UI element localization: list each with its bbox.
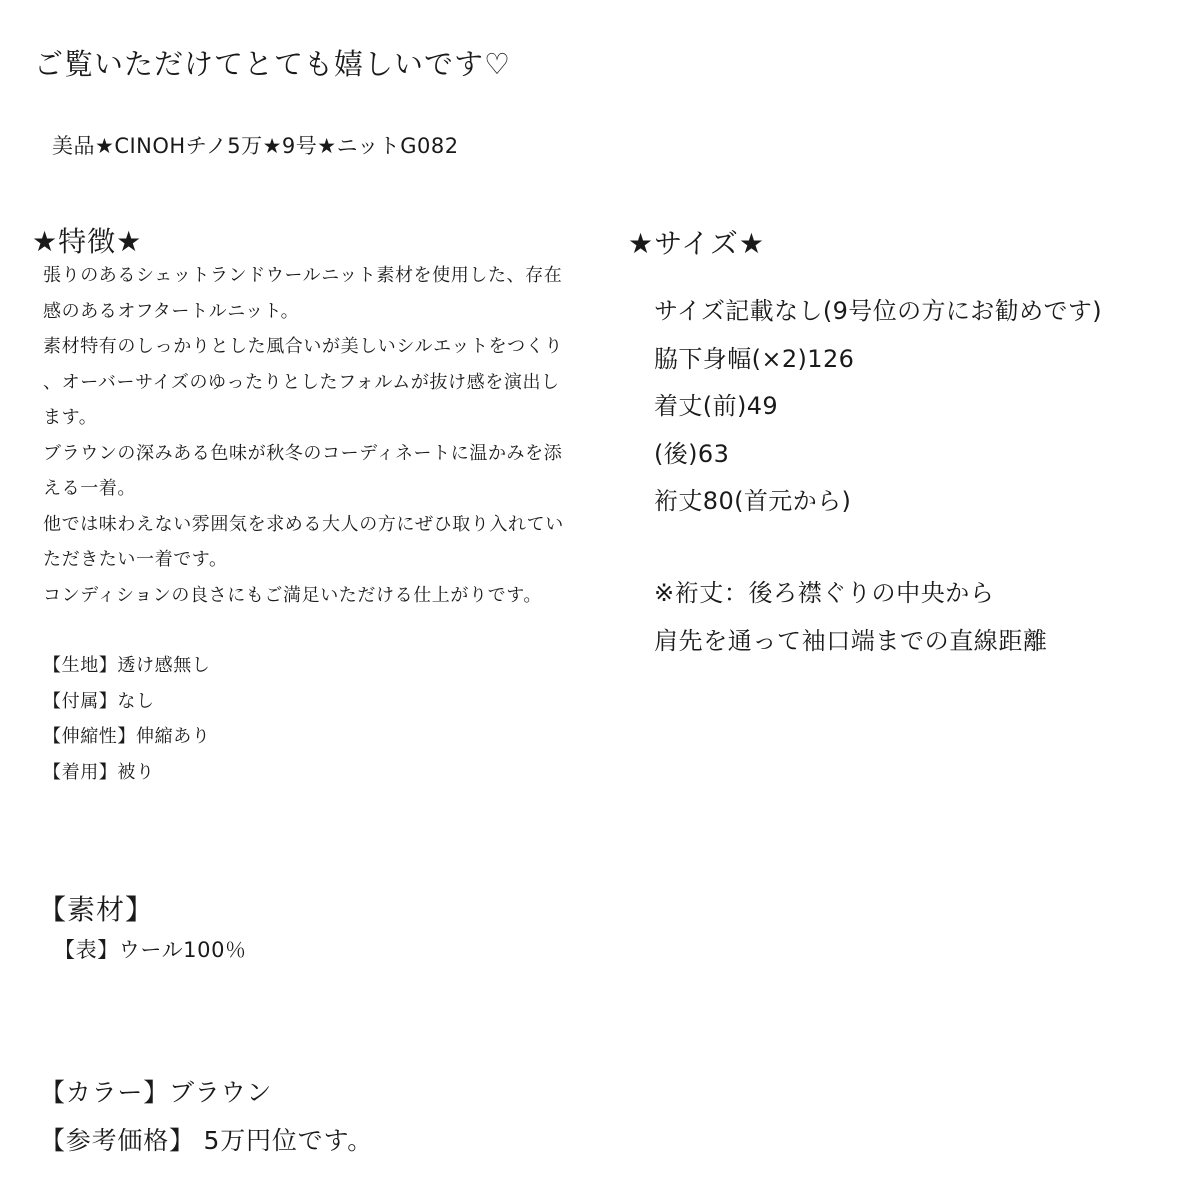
size-note-line: ※裄丈：後ろ襟ぐりの中央から bbox=[654, 579, 995, 607]
features-line: コンディションの良さにもご満足いただける仕上がりです。 bbox=[43, 584, 542, 606]
features-heading: ★特徴★ bbox=[32, 225, 143, 258]
price-line: 【参考価格】 5万円位です。 bbox=[40, 1126, 374, 1155]
product-title: 美品★CINOHチノ5万★9号★ニットG082 bbox=[52, 134, 459, 158]
material-item: 【表】ウール100％ bbox=[54, 938, 247, 962]
size-note-line: 肩先を通って袖口端までの直線距離 bbox=[654, 626, 1048, 655]
material-heading: 【素材】 bbox=[38, 893, 155, 926]
size-list bbox=[654, 288, 1102, 526]
features-line: 素材特有のしっかりとした風合いが美しいシルエットをつくり bbox=[43, 336, 563, 357]
features-description bbox=[43, 258, 593, 613]
size-front-length-row: 着丈(前)49 bbox=[654, 392, 779, 420]
size-note bbox=[654, 570, 1048, 665]
features-line: 他では味わえない雰囲気を求める大人の方にぜひ取り入れてい bbox=[43, 513, 564, 535]
size-back-length-row: (後)63 bbox=[654, 439, 730, 468]
greeting-text: ご覧いただけてとても嬉しいです♡ bbox=[34, 47, 511, 81]
size-sleeve-row: 裄丈80(首元から) bbox=[654, 487, 852, 515]
size-heading: ★サイズ★ bbox=[628, 227, 765, 260]
features-line: 感のあるオフタートルニット。 bbox=[43, 300, 300, 322]
color-line: 【カラー】ブラウン bbox=[40, 1078, 273, 1107]
features-line: ただきたい一着です。 bbox=[43, 549, 228, 570]
size-chest-row: 脇下身幅(×2)126 bbox=[654, 344, 855, 373]
spec-fabric: 【生地】透け感無し bbox=[43, 655, 211, 676]
spec-accessories: 【付属】なし bbox=[43, 690, 155, 712]
spec-wearing: 【着用】被り bbox=[43, 761, 155, 783]
features-line: 、オーバーサイズのゆったりとしたフォルムが抜け感を演出し bbox=[43, 371, 560, 393]
spec-stretch: 【伸縮性】伸縮あり bbox=[43, 726, 211, 747]
features-line: 張りのあるシェットランドウールニット素材を使用した、存在 bbox=[43, 265, 563, 286]
spec-list bbox=[43, 648, 210, 790]
features-line: える一着。 bbox=[43, 478, 136, 499]
size-label-row: サイズ記載なし(9号位の方にお勧めです) bbox=[654, 297, 1103, 325]
features-line: ます。 bbox=[43, 407, 98, 428]
features-line: ブラウンの深みある色味が秋冬のコーディネートに温かみを添 bbox=[43, 442, 563, 464]
